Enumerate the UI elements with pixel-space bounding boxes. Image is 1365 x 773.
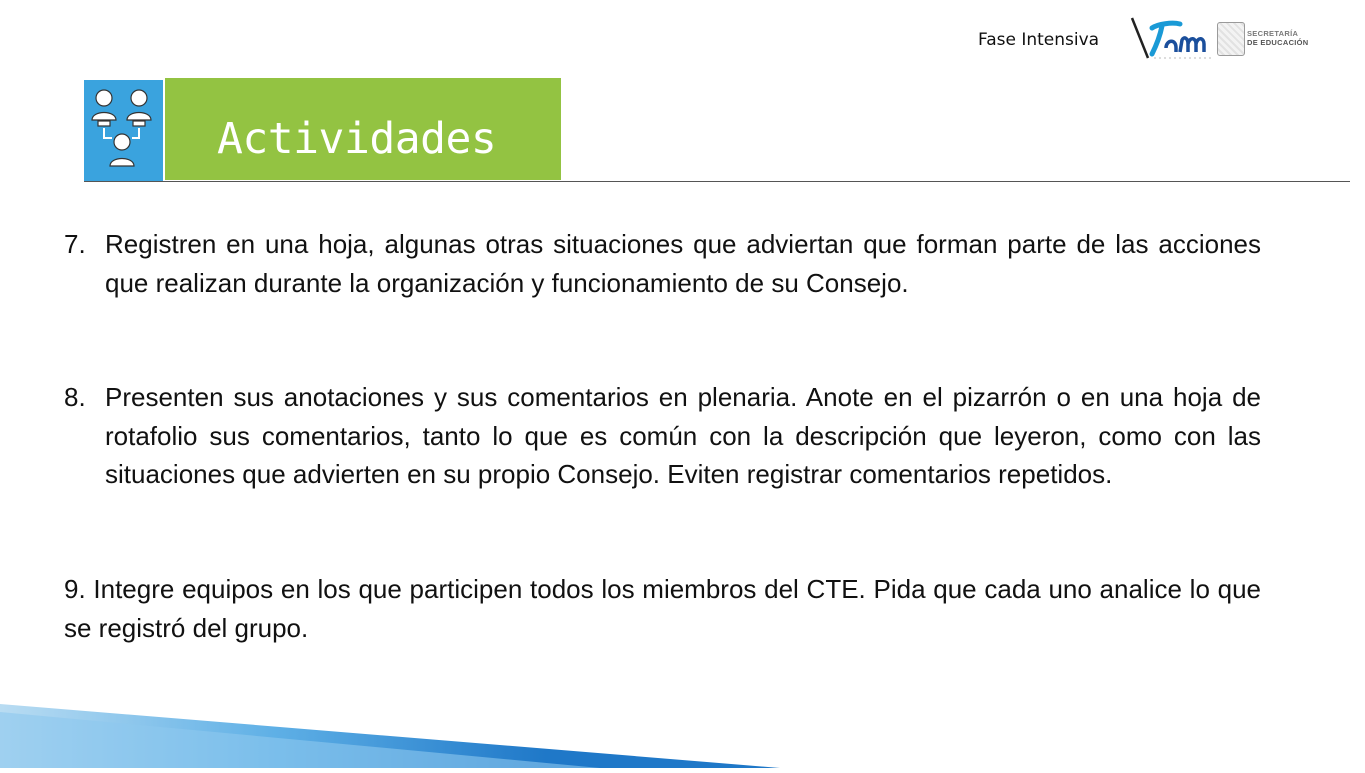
secretaria-educacion-logo xyxy=(1217,22,1309,60)
footer-decoration xyxy=(0,690,1365,768)
section-title-banner xyxy=(165,78,561,180)
state-seal-icon xyxy=(1217,22,1245,56)
team-people-icon xyxy=(84,80,163,181)
item-number: 8. xyxy=(64,382,86,412)
tamaulipas-logo xyxy=(1128,14,1220,66)
header-divider xyxy=(84,181,1350,182)
item-text: Registren en una hoja, algunas otras situaciones que adviertan que forman parte de las acciones que realizan durante la organización y funcionamiento de su Consejo. xyxy=(105,229,1261,298)
item-number: 7. xyxy=(64,229,86,259)
section-title: Actividades xyxy=(217,114,497,164)
paragraph-9: 9. Integre equipos en los que participen todos los miembros del CTE. Pida que cada uno analice lo que se registró del grupo. xyxy=(64,574,1261,643)
sep-line1: SECRETARÍA xyxy=(1247,29,1299,38)
header-title: Fase Intensiva xyxy=(978,30,1100,50)
item-text: Presenten sus anotaciones y sus comentarios en plenaria. Anote en el pizarrón o en una hoja de rotafolio sus comentarios, tanto lo que es común con la descripción que leyeron, como con las situaciones que advierten en su propio Consejo. Eviten registrar comentarios repetidos. xyxy=(105,382,1261,489)
sep-line2: DE EDUCACIÓN xyxy=(1247,38,1309,47)
